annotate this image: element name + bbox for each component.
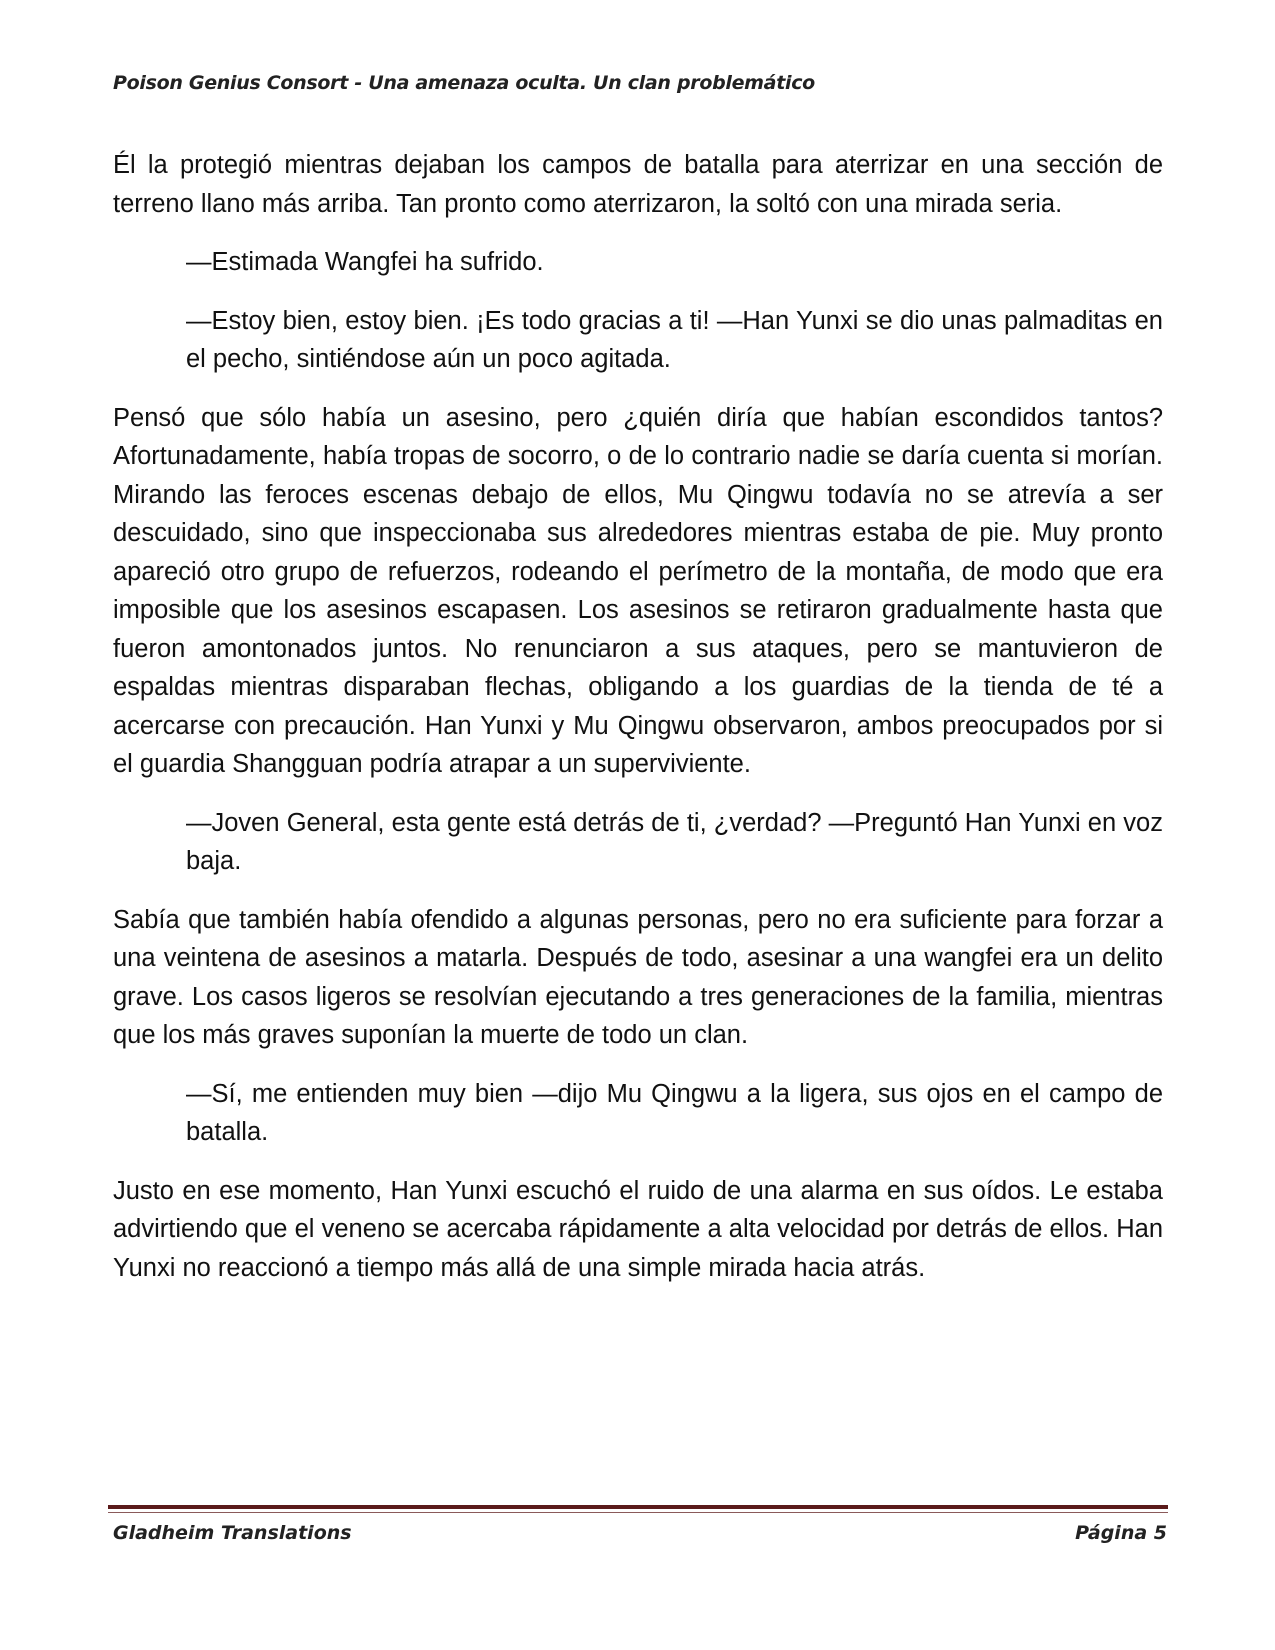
footer-page-number: Página 5 bbox=[1075, 1522, 1167, 1544]
dialog-paragraph-5: —Joven General, esta gente está detrás de ti, ¿verdad? —Preguntó Han Yunxi en voz baja. bbox=[186, 808, 1163, 875]
paragraph-4: Pensó que sólo había un asesino, pero ¿quién diría que habían escondidos tantos? Afortunadamente, había tropas de socorro, o de lo contrario nadie se daría cuenta si morían. Mirando las feroces escenas debajo de ellos, Mu Qingwu todavía no se atrevía a ser descuidado, sino que inspeccionaba sus alrededores mientras estaba de pie. Muy pronto apareció otro grupo de refuerzos, rodeando el perímetro de la montaña, de modo que era imposible que los asesinos escapasen. Los asesinos se retiraron gradualmente hasta que fueron amontonados juntos. No renunciaron a sus ataques, pero se mantuvieron de espaldas mientras disparaban flechas, obligando a los guardias de la tienda de té a acercarse con precaución. Han Yunxi y Mu Qingwu observaron, ambos preocupados por si el guardia Shangguan podría atrapar a un superviviente. bbox=[113, 403, 1163, 778]
footer-rule bbox=[108, 1505, 1168, 1509]
footer-rule-thin bbox=[108, 1512, 1168, 1513]
paragraph-6: Sabía que también había ofendido a algunas personas, pero no era suficiente para forzar a una veintena de asesinos a matarla. Después de todo, asesinar a una wangfei era un delito grave. Los casos ligeros se resolvían ejecutando a tres generaciones de la familia, mientras que los más graves suponían la muerte de todo un clan. bbox=[113, 905, 1163, 1049]
dialog-paragraph-7: —Sí, me entienden muy bien —dijo Mu Qingwu a la ligera, sus ojos en el campo de batalla. bbox=[186, 1079, 1163, 1146]
dialog-paragraph-3: —Estoy bien, estoy bien. ¡Es todo gracias a ti! —Han Yunxi se dio unas palmaditas en el pecho, sintiéndose aún un poco agitada. bbox=[186, 306, 1163, 373]
footer-translator: Gladheim Translations bbox=[113, 1522, 352, 1544]
paragraph-8: Justo en ese momento, Han Yunxi escuchó el ruido de una alarma en sus oídos. Le estaba advirtiendo que el veneno se acercaba rápidamente a alta velocidad por detrás de ellos. Han Yunxi no reaccionó a tiempo más allá de una simple mirada hacia atrás. bbox=[113, 1176, 1163, 1282]
dialog-paragraph-2: —Estimada Wangfei ha sufrido. bbox=[186, 248, 544, 276]
running-header: Poison Genius Consort - Una amenaza oculta. Un clan problemático bbox=[113, 72, 815, 94]
paragraph-1: Él la protegió mientras dejaban los campos de batalla para aterrizar en una sección de terreno llano más arriba. Tan pronto como aterrizaron, la soltó con una mirada seria. bbox=[113, 151, 1163, 218]
body-text bbox=[113, 146, 1163, 1307]
